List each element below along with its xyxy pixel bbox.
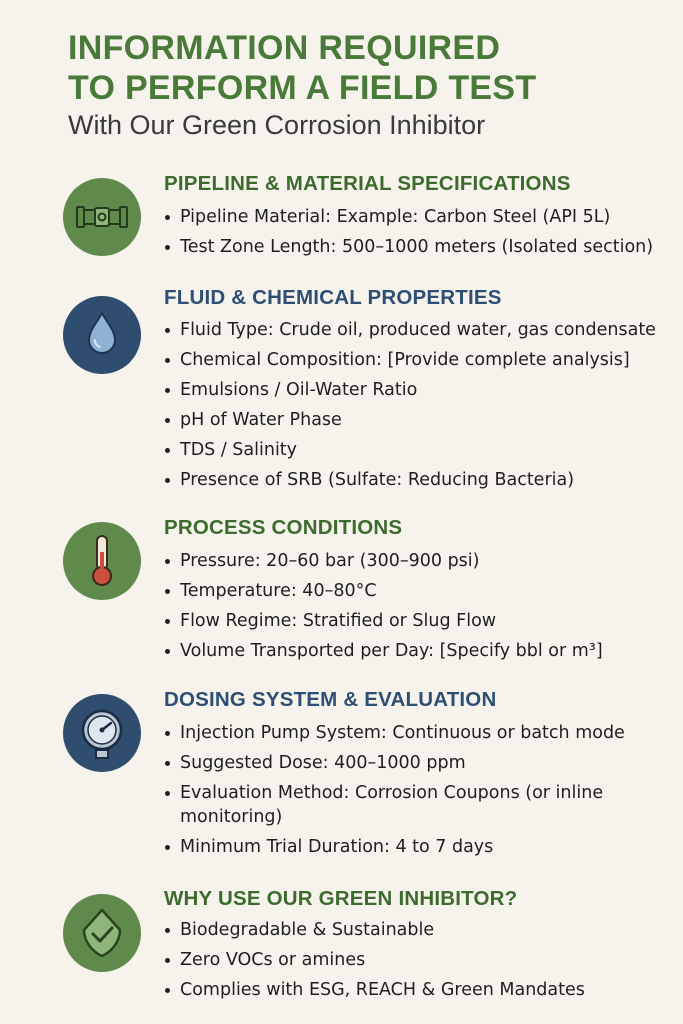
section-title: WHY USE OUR GREEN INHIBITOR? — [164, 887, 518, 910]
water-drop-icon — [63, 296, 141, 374]
list-item: Complies with ESG, REACH & Green Mandates — [164, 978, 585, 1002]
list-item: Pressure: 20–60 bar (300–900 psi) — [164, 549, 603, 573]
list-item: Injection Pump System: Continuous or batch mode — [164, 721, 634, 745]
list-item: Chemical Composition: [Provide complete analysis] — [164, 348, 656, 372]
section-title: FLUID & CHEMICAL PROPERTIES — [164, 286, 502, 309]
list-item: TDS / Salinity — [164, 438, 656, 462]
list-item: Suggested Dose: 400–1000 ppm — [164, 751, 634, 775]
title-line-2: TO PERFORM A FIELD TEST — [68, 69, 537, 107]
list-item: Flow Regime: Stratified or Slug Flow — [164, 609, 603, 633]
title-line-1: INFORMATION REQUIRED — [68, 29, 501, 67]
list-item: Fluid Type: Crude oil, produced water, gas condensate — [164, 318, 656, 342]
pipeline-icon — [63, 178, 141, 256]
list-item: Evaluation Method: Corrosion Coupons (or inline monitoring) — [164, 781, 634, 829]
list-item: Minimum Trial Duration: 4 to 7 days — [164, 835, 634, 859]
list-item: Presence of SRB (Sulfate: Reducing Bacteria) — [164, 468, 656, 492]
list-item: Test Zone Length: 500–1000 meters (Isolated section) — [164, 235, 653, 259]
section-items — [164, 205, 653, 265]
list-item: Emulsions / Oil-Water Ratio — [164, 378, 656, 402]
section-items — [164, 721, 634, 865]
pressure-gauge-icon — [63, 694, 141, 772]
section-items — [164, 318, 656, 498]
thermometer-icon — [63, 522, 141, 600]
section-title: DOSING SYSTEM & EVALUATION — [164, 688, 497, 711]
section-title: PIPELINE & MATERIAL SPECIFICATIONS — [164, 172, 571, 195]
section-items — [164, 549, 603, 669]
list-item: Zero VOCs or amines — [164, 948, 585, 972]
section-title: PROCESS CONDITIONS — [164, 516, 403, 539]
list-item: Temperature: 40–80°C — [164, 579, 603, 603]
check-shield-icon — [63, 894, 141, 972]
section-items — [164, 918, 585, 1008]
page-subtitle: With Our Green Corrosion Inhibitor — [68, 110, 486, 140]
list-item: Biodegradable & Sustainable — [164, 918, 585, 942]
list-item: pH of Water Phase — [164, 408, 656, 432]
list-item: Pipeline Material: Example: Carbon Steel (API 5L) — [164, 205, 653, 229]
page-title — [68, 28, 536, 108]
list-item: Volume Transported per Day: [Specify bbl or m³] — [164, 639, 603, 663]
